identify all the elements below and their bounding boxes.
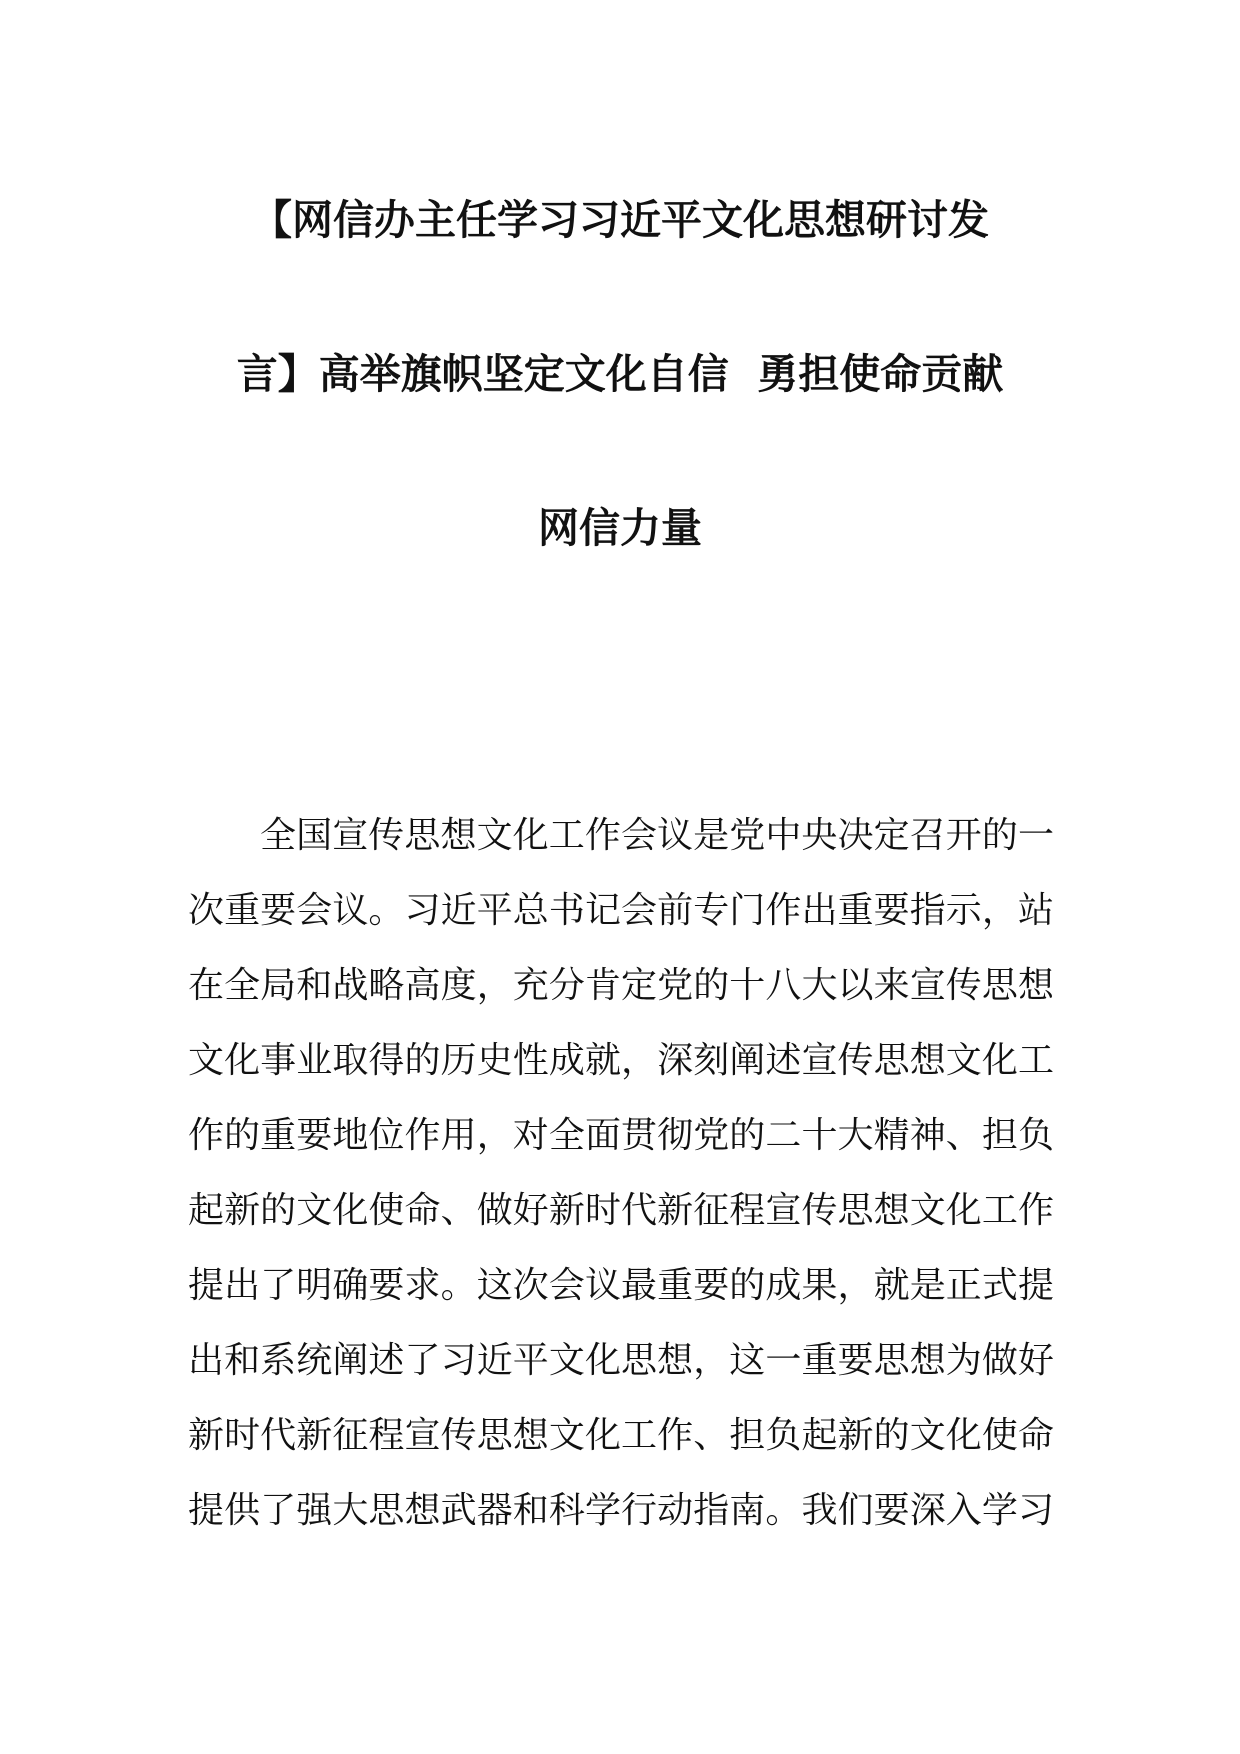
- body-line: 新时代新征程宣传思想文化工作、担负起新的文化使命: [188, 1415, 1054, 1456]
- body-paragraph: [188, 798, 1054, 1548]
- body-line: 文化事业取得的历史性成就，深刻阐述宣传思想文化工: [188, 1040, 1054, 1081]
- title-line: 【网信办主任学习习近平文化思想研讨发: [251, 196, 989, 244]
- document-title: [150, 196, 1090, 552]
- body-line: 全国宣传思想文化工作会议是党中央决定召开的一: [260, 815, 1054, 856]
- body-line: 提出了明确要求。这次会议最重要的成果，就是正式提: [188, 1265, 1054, 1306]
- body-line: 提供了强大思想武器和科学行动指南。我们要深入学习: [188, 1490, 1054, 1531]
- body-line: 出和系统阐述了习近平文化思想，这一重要思想为做好: [188, 1340, 1054, 1381]
- title-line: 言】高举旗帜坚定文化自信 勇担使命贡献: [236, 350, 1004, 398]
- body-line: 作的重要地位作用，对全面贯彻党的二十大精神、担负: [188, 1115, 1054, 1156]
- body-line: 在全局和战略高度，充分肯定党的十八大以来宣传思想: [188, 965, 1054, 1006]
- body-line: 次重要会议。习近平总书记会前专门作出重要指示，站: [188, 890, 1054, 931]
- title-line: 网信力量: [538, 504, 702, 552]
- body-line: 起新的文化使命、做好新时代新征程宣传思想文化工作: [188, 1190, 1054, 1231]
